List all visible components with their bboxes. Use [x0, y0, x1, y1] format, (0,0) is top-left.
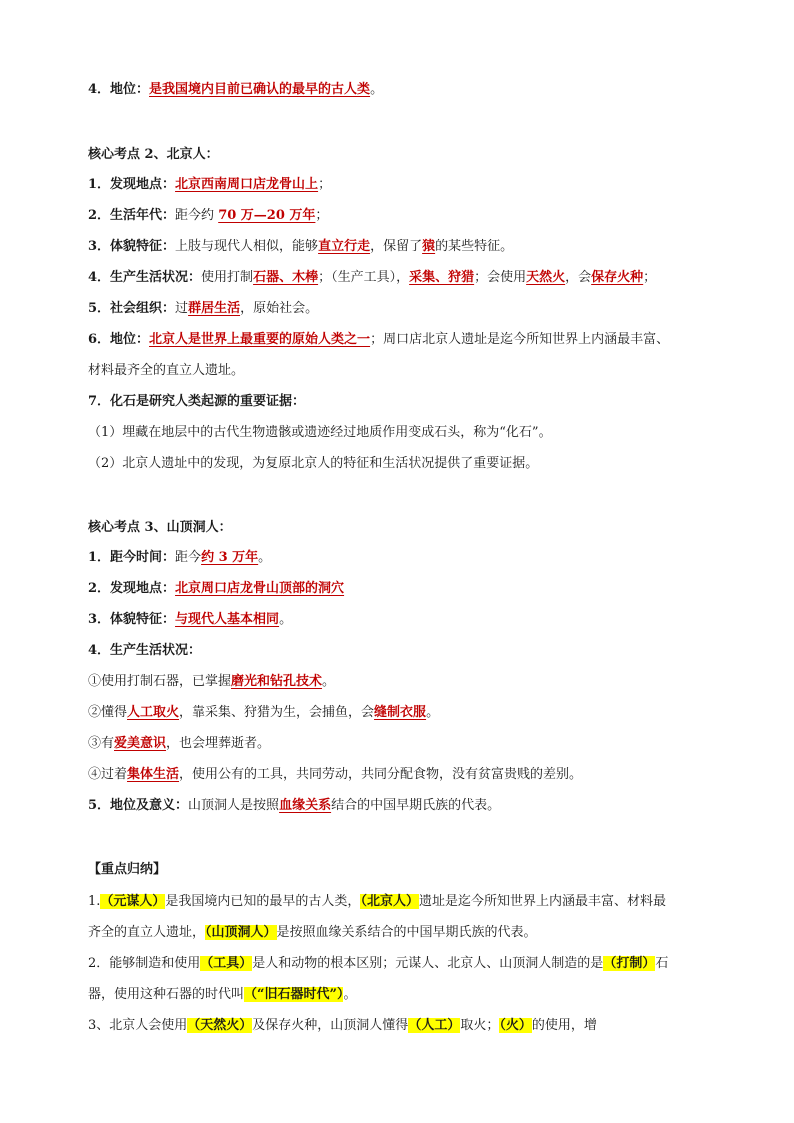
- label: 2．发现地点：: [88, 581, 176, 596]
- label: 5．社会组织：: [88, 301, 176, 316]
- s2-line-7: 7．化石是研究人类起源的重要证据：: [88, 394, 306, 409]
- summary-title: 【重点归纳】: [88, 862, 167, 877]
- text: ③有: [88, 736, 115, 751]
- answer: 石器、木棒: [253, 270, 319, 285]
- answer: 北京周口店龙骨山顶部的洞穴: [175, 581, 345, 596]
- answer: 70 万—20 万年: [218, 208, 316, 223]
- label: 4．地位：: [88, 82, 150, 97]
- text: 器，使用这种石器的时代叫: [88, 987, 245, 1002]
- text: 结合的中国早期氏族的代表。: [331, 798, 501, 813]
- text: 。: [258, 550, 272, 565]
- highlight: （火）: [499, 1018, 532, 1033]
- text: 。: [279, 612, 293, 627]
- text: ②懂得: [88, 705, 128, 720]
- s3-item-3: [88, 733, 706, 755]
- text: 1.: [88, 894, 101, 909]
- text: 的使用，增: [531, 1018, 597, 1033]
- answer: 采集、狩猎: [409, 270, 475, 285]
- text: 使用打制: [201, 270, 254, 285]
- label: 4．生产生活状况：: [88, 270, 202, 285]
- s3-line-4: 4．生产生活状况：: [88, 643, 202, 658]
- text: 山顶洞人是按照: [188, 798, 280, 813]
- s2-line-4: [88, 267, 706, 289]
- text: ，靠采集、狩猎为生，会捕鱼，会: [179, 705, 375, 720]
- answer: 天然火: [526, 270, 566, 285]
- text: ；: [643, 270, 657, 285]
- text: 过: [175, 301, 189, 316]
- text: 石: [655, 956, 669, 971]
- summary-row-2-cont: [88, 984, 706, 1006]
- label: 1．距今时间：: [88, 550, 176, 565]
- text: ；周口店北京人遗址是迄今所知世界上内涵最丰富、: [370, 332, 670, 347]
- highlight: （山顶洞人）: [205, 925, 277, 940]
- text: ；: [315, 208, 329, 223]
- s3-item-4: [88, 764, 706, 786]
- s2-line-6-cont: 材料最齐全的直立人遗址。: [88, 363, 245, 378]
- highlight: （北京人）: [360, 894, 419, 909]
- text: ，原始社会。: [240, 301, 319, 316]
- text: ；: [318, 177, 332, 192]
- text: 是人和动物的根本区别；元谋人、北京人、山顶洞人制造的是: [252, 956, 604, 971]
- text: 及保存火种，山顶洞人懂得: [252, 1018, 409, 1033]
- answer: 北京西南周口店龙骨山上: [175, 177, 319, 192]
- label: 3．体貌特征：: [88, 612, 176, 627]
- answer: 是我国境内目前已确认的最早的古人类: [149, 82, 371, 97]
- s3-line-1: [88, 547, 706, 569]
- text: 3、北京人会使用: [88, 1018, 188, 1033]
- answer: 保存火种: [591, 270, 644, 285]
- highlight: （打制）: [603, 956, 656, 971]
- text: 取火；: [460, 1018, 500, 1033]
- label: 2．生活年代：: [88, 208, 176, 223]
- label: 1．发现地点：: [88, 177, 176, 192]
- s2-line-1: [88, 174, 706, 196]
- label: 6．地位：: [88, 332, 150, 347]
- answer: 约 3 万年: [201, 550, 259, 565]
- text: ④过着: [88, 767, 128, 782]
- text: ①使用打制石器，已掌握: [88, 674, 232, 689]
- summary-row-1-cont: [88, 922, 706, 944]
- answer: 猿: [422, 239, 436, 254]
- s3-item-1: [88, 671, 706, 693]
- s1-line-4: [88, 79, 706, 101]
- highlight: （元谋人）: [100, 894, 166, 909]
- s2-line-6: [88, 329, 706, 351]
- s3-item-2: [88, 702, 706, 724]
- s3-line-5: [88, 795, 706, 817]
- highlight: （天然火）: [187, 1018, 253, 1033]
- answer: 直立行走: [318, 239, 371, 254]
- highlight: （工具）: [200, 956, 253, 971]
- text: 。: [343, 987, 357, 1002]
- s2-para-2: （2）北京人遗址中的发现，为复原北京人的特征和生活状况提供了重要证据。: [88, 456, 539, 471]
- text: 。: [426, 705, 440, 720]
- s2-para-1: （1）埋藏在地层中的古代生物遗骸或遗迹经过地质作用变成石头，称为“化石”。: [88, 425, 552, 440]
- text: 遗址是迄今所知世界上内涵最丰富、材料最: [418, 894, 666, 909]
- answer: 与现代人基本相同: [175, 612, 280, 627]
- text: 是我国境内已知的最早的古人类，: [165, 894, 361, 909]
- label: 5．地位及意义：: [88, 798, 189, 813]
- text: 上肢与现代人相似，能够: [175, 239, 319, 254]
- text: ，也会埋葬逝者。: [166, 736, 271, 751]
- s2-line-3: [88, 236, 706, 258]
- text: ，会: [565, 270, 592, 285]
- s3-line-3: [88, 609, 706, 631]
- section-title-3: 核心考点 3、山顶洞人：: [88, 520, 232, 535]
- highlight: （“旧石器时代”）: [244, 987, 344, 1002]
- section-title-2: 核心考点 2、北京人：: [88, 147, 219, 162]
- text: 2．能够制造和使用: [88, 956, 201, 971]
- text: 。: [322, 674, 336, 689]
- s2-line-5: [88, 298, 706, 320]
- text: ，保留了: [370, 239, 423, 254]
- s2-line-2: [88, 205, 706, 227]
- s3-line-2: [88, 578, 706, 600]
- text: 是按照血缘关系结合的中国早期氏族的代表。: [276, 925, 537, 940]
- answer: 磨光和钻孔技术: [231, 674, 323, 689]
- summary-row-3: [88, 1015, 706, 1037]
- answer: 缝制衣服: [374, 705, 427, 720]
- label: 3．体貌特征：: [88, 239, 176, 254]
- answer: 爱美意识: [114, 736, 167, 751]
- text: ，使用公有的工具，共同劳动，共同分配食物，没有贫富贵贱的差别。: [179, 767, 583, 782]
- text: 齐全的直立人遗址，: [88, 925, 206, 940]
- answer: 血缘关系: [279, 798, 332, 813]
- text: 距今: [175, 550, 202, 565]
- text: ；会使用: [474, 270, 527, 285]
- highlight: （人工）: [408, 1018, 461, 1033]
- answer: 集体生活: [127, 767, 180, 782]
- summary-row-2: [88, 953, 706, 975]
- answer: 人工取火: [127, 705, 180, 720]
- answer: 北京人是世界上最重要的原始人类之一: [149, 332, 371, 347]
- answer: 群居生活: [188, 301, 241, 316]
- text: 的某些特征。: [435, 239, 514, 254]
- text: 。: [370, 82, 384, 97]
- text: ；（生产工具），: [318, 270, 410, 285]
- text: 距今约: [175, 208, 219, 223]
- summary-row-1: [88, 891, 706, 913]
